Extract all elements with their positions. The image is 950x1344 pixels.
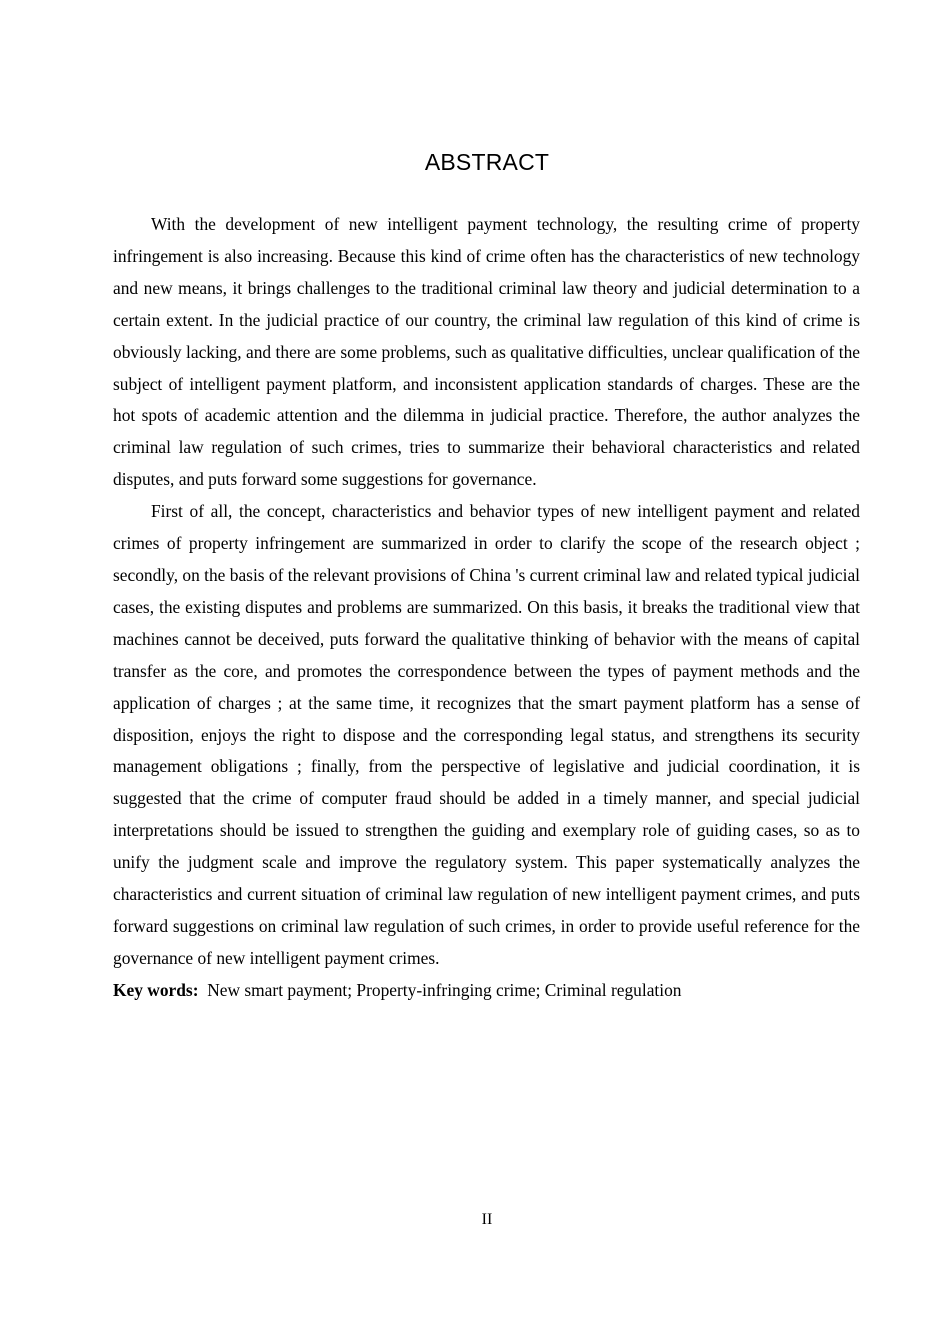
page-number: II xyxy=(481,1211,493,1228)
keywords-label: Key words: xyxy=(113,979,199,1000)
abstract-paragraph-1: With the development of new intelligent payment technology, the resulting crime of property infringement is also increasing. Because this kind of crime often has the characteristics of new technology and new means, it brings challenges to the traditional criminal law theory and judicial determination to a certain extent. In the judicial practice of our country, the criminal law regulation of this kind of crime is obviously lacking, and there are some problems, such as qualitative difficulties, unclear qualification of the subject of intelligent payment platform, and inconsistent application standards of charges. These are the hot spots of academic attention and the dilemma in judicial practice. Therefore, the author analyzes the criminal law regulation of such crimes, tries to summarize their behavioral characteristics and related disputes, and puts forward some suggestions for governance. xyxy=(113,214,860,490)
keywords-value: New smart payment; Property-infringing crime; Criminal regulation xyxy=(207,979,682,1000)
abstract-paragraph-2: First of all, the concept, characteristics and behavior types of new intelligent payment and related crimes of property infringement are summarized in order to clarify the scope of the research object ; secondly, on the basis of the relevant provisions of China 's current criminal law and related typical judicial cases, the existing disputes and problems are summarized. On this basis, it breaks the traditional view that machines cannot be deceived, puts forward the qualitative thinking of behavior with the means of capital transfer as the core, and promotes the correspondence between the types of payment methods and the application of charges ; at the same time, it recognizes that the smart payment platform has a sense of disposition, enjoys the right to dispose and the corresponding legal status, and strengthens its security management obligations ; finally, from the perspective of legislative and judicial coordination, it is suggested that the crime of computer fraud should be added in a timely manner, and special judicial interpretations should be issued to strengthen the guiding and exemplary role of guiding cases, so as to unify the judgment scale and improve the regulatory system. This paper systematically analyzes the characteristics and current situation of criminal law regulation of new intelligent payment crimes, and puts forward suggestions on criminal law regulation of such crimes, in order to provide useful reference for the governance of new intelligent payment crimes. xyxy=(113,501,860,968)
abstract-title: ABSTRACT xyxy=(424,149,550,175)
keywords-line xyxy=(113,975,860,1007)
abstract-body xyxy=(113,209,860,1007)
